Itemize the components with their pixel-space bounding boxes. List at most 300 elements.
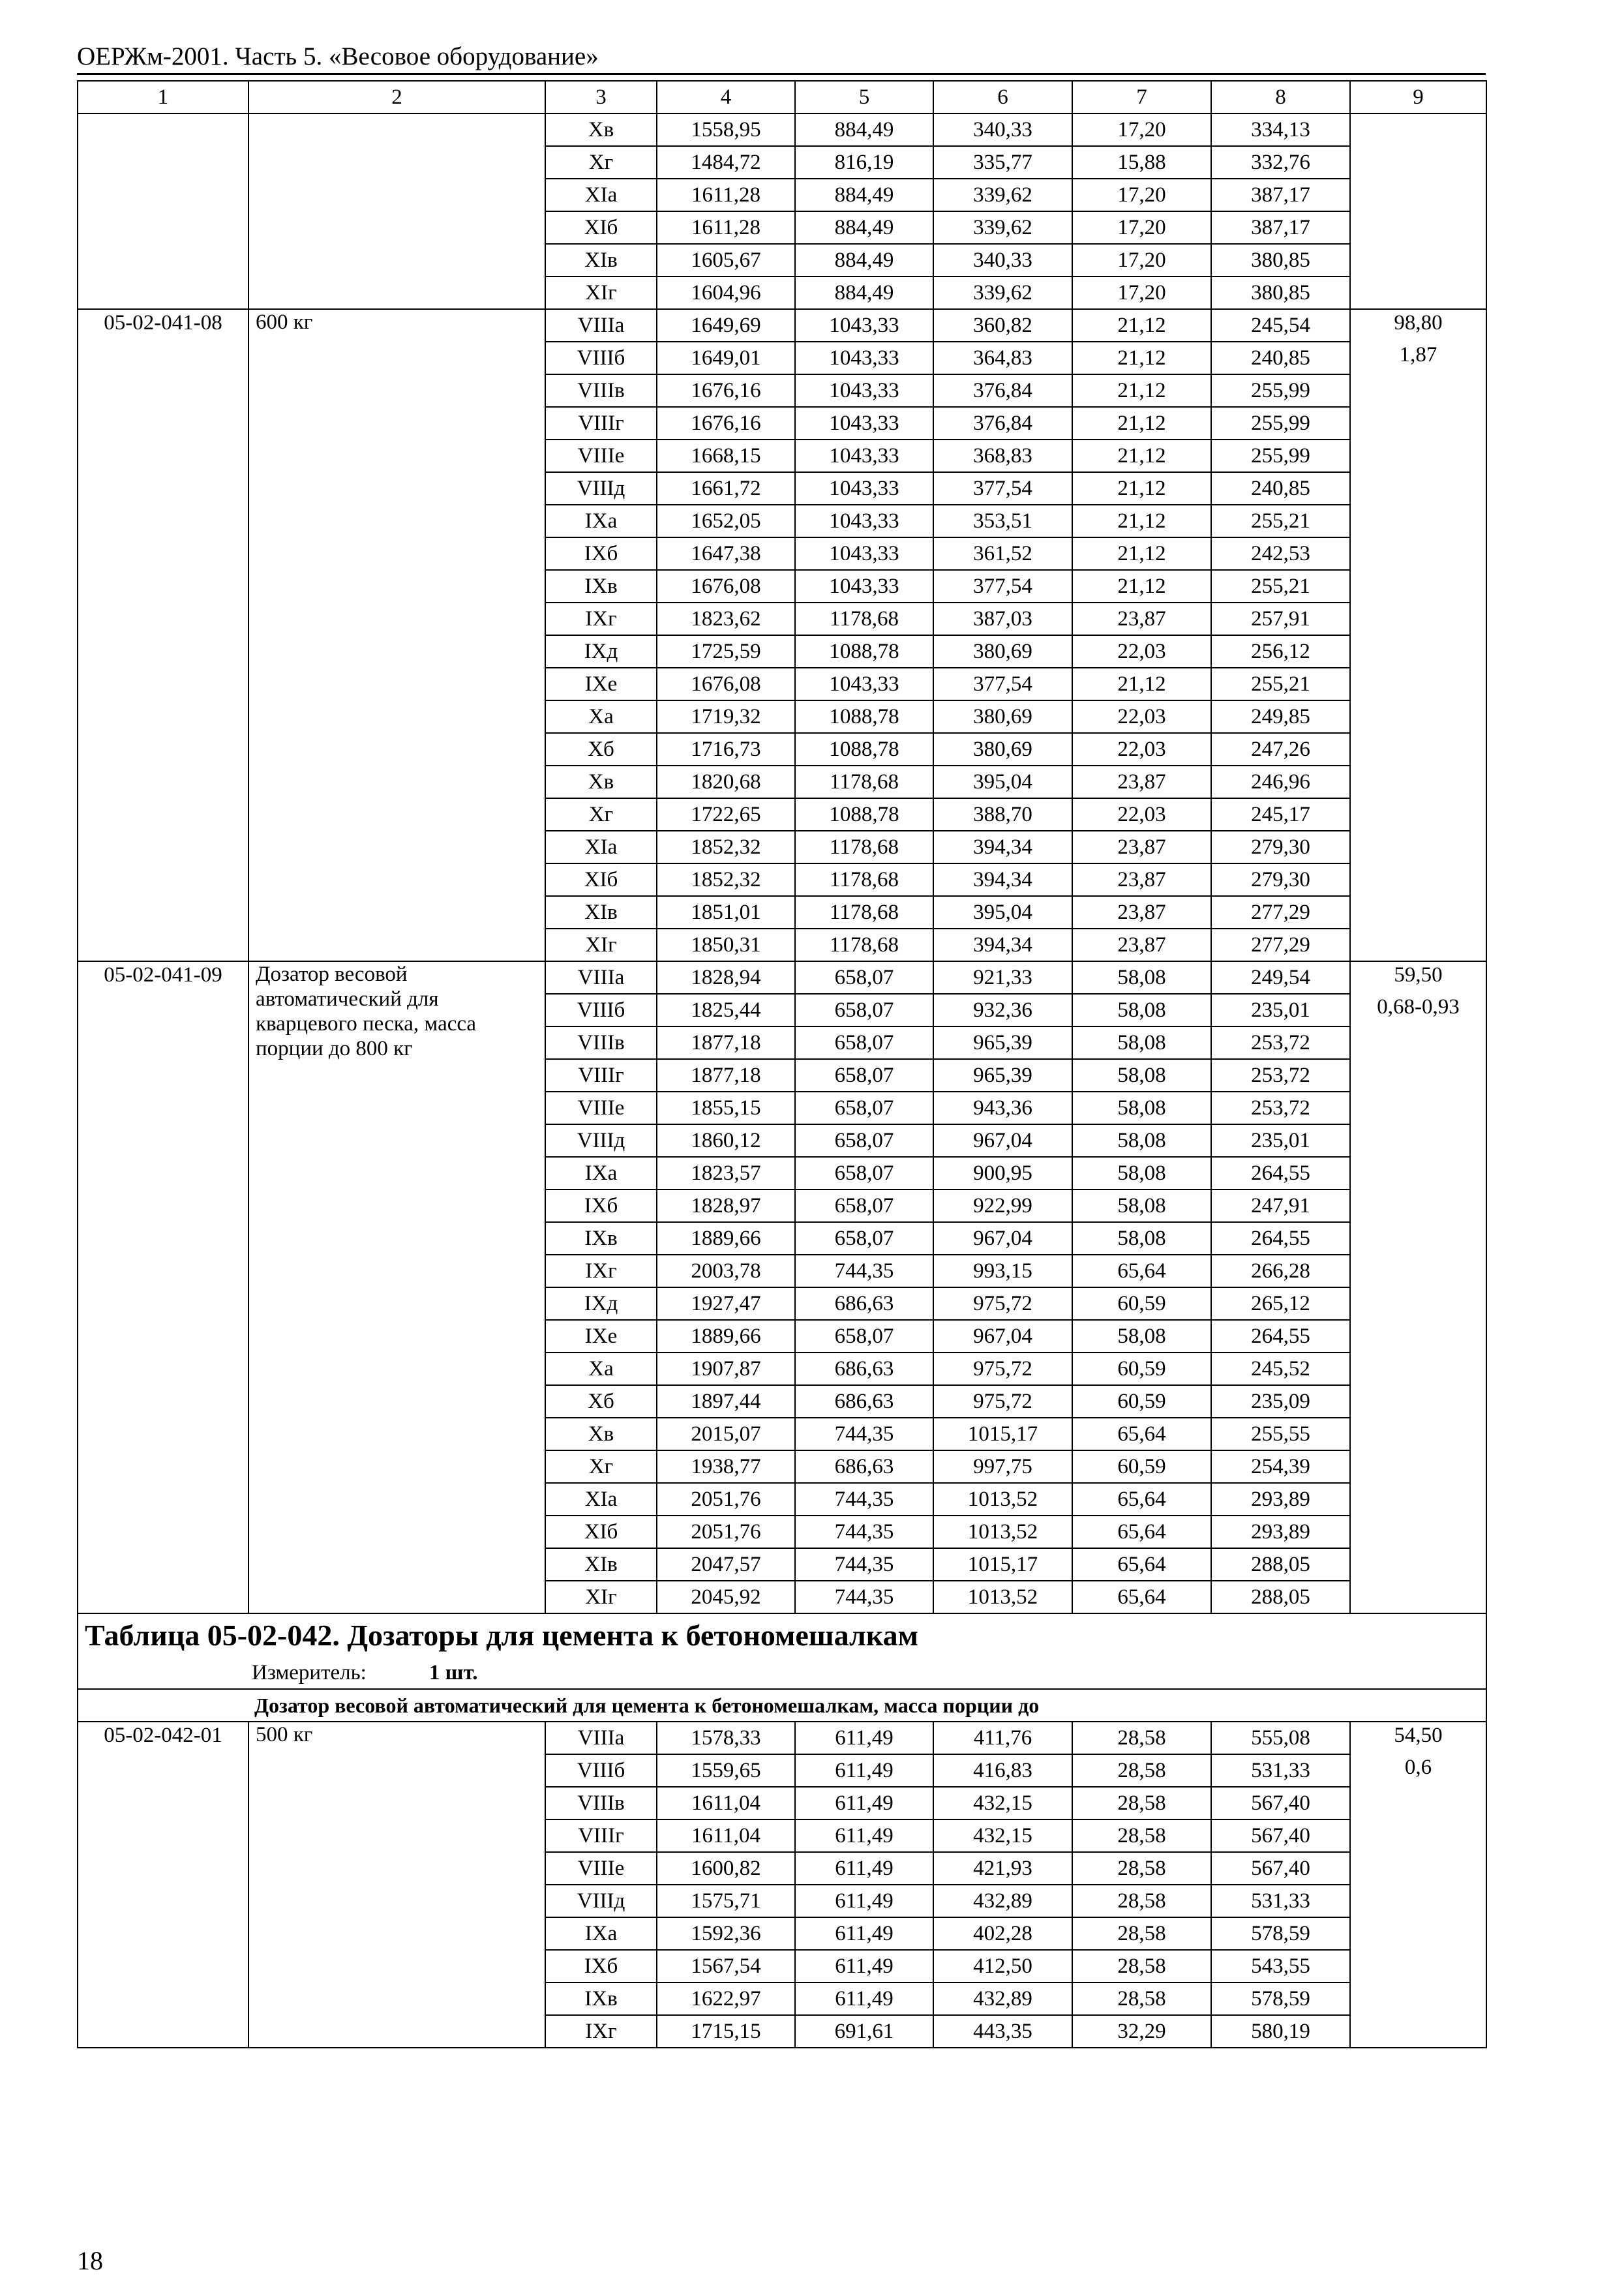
value-cell: 1725,59 — [657, 635, 795, 668]
value-cell: 58,08 — [1072, 1222, 1211, 1255]
value-cell: 394,34 — [933, 831, 1072, 863]
meter-row — [78, 1656, 1486, 1689]
value-cell: 21,12 — [1072, 472, 1211, 505]
zone-cell: VIIIб — [545, 342, 657, 374]
value-cell: 380,69 — [933, 700, 1072, 733]
extra-cell: 54,50 — [1350, 1722, 1486, 1754]
value-cell: 264,55 — [1211, 1222, 1350, 1255]
value-cell: 1559,65 — [657, 1754, 795, 1787]
value-cell: 884,49 — [795, 113, 933, 146]
extra-cell — [1350, 1516, 1486, 1548]
zone-cell: ХIв — [545, 896, 657, 929]
value-cell: 255,99 — [1211, 440, 1350, 472]
value-cell: 58,08 — [1072, 961, 1211, 994]
zone-cell: VIIIе — [545, 440, 657, 472]
extra-cell: 0,68-0,93 — [1350, 994, 1486, 1026]
zone-cell: IХа — [545, 505, 657, 537]
zone-cell: ХIб — [545, 1516, 657, 1548]
value-cell: 376,84 — [933, 374, 1072, 407]
value-cell: 965,39 — [933, 1026, 1072, 1059]
value-cell: 23,87 — [1072, 831, 1211, 863]
zone-cell: IХв — [545, 570, 657, 603]
extra-cell — [1350, 1157, 1486, 1189]
zone-cell: Хг — [545, 798, 657, 831]
value-cell: 611,49 — [795, 1787, 933, 1819]
table-body — [78, 81, 1486, 2048]
value-cell: 658,07 — [795, 1222, 933, 1255]
value-cell: 58,08 — [1072, 1059, 1211, 1092]
value-cell: 255,21 — [1211, 570, 1350, 603]
value-cell: 1178,68 — [795, 896, 933, 929]
value-cell: 1889,66 — [657, 1320, 795, 1353]
value-cell: 997,75 — [933, 1450, 1072, 1483]
value-cell: 967,04 — [933, 1222, 1072, 1255]
value-cell: 611,49 — [795, 1950, 933, 1982]
zone-cell: ХIа — [545, 831, 657, 863]
value-cell: 543,55 — [1211, 1950, 1350, 1982]
value-cell: 240,85 — [1211, 342, 1350, 374]
extra-cell — [1350, 146, 1486, 179]
value-cell: 1178,68 — [795, 863, 933, 896]
zone-cell: Хг — [545, 1450, 657, 1483]
zone-cell: VIIIг — [545, 1059, 657, 1092]
value-cell: 58,08 — [1072, 1092, 1211, 1124]
value-cell: 17,20 — [1072, 277, 1211, 309]
value-cell: 922,99 — [933, 1189, 1072, 1222]
zone-cell: ХIв — [545, 244, 657, 277]
value-cell: 432,15 — [933, 1819, 1072, 1852]
rate-name — [248, 113, 545, 309]
meter-cell — [78, 1656, 1486, 1689]
value-cell: 21,12 — [1072, 342, 1211, 374]
value-cell: 22,03 — [1072, 733, 1211, 766]
zone-cell: VIIIб — [545, 1754, 657, 1787]
value-cell: 1043,33 — [795, 440, 933, 472]
value-cell: 611,49 — [795, 1852, 933, 1885]
value-cell: 1484,72 — [657, 146, 795, 179]
value-cell: 265,12 — [1211, 1287, 1350, 1320]
value-cell: 1823,62 — [657, 603, 795, 635]
value-cell: 23,87 — [1072, 929, 1211, 961]
value-cell: 1578,33 — [657, 1722, 795, 1754]
value-cell: 380,69 — [933, 733, 1072, 766]
value-cell: 335,77 — [933, 146, 1072, 179]
value-cell: 58,08 — [1072, 1189, 1211, 1222]
zone-cell: ХIб — [545, 211, 657, 244]
zone-cell: VIIIа — [545, 961, 657, 994]
value-cell: 255,21 — [1211, 668, 1350, 700]
value-cell: 279,30 — [1211, 863, 1350, 896]
value-cell: 1013,52 — [933, 1581, 1072, 1613]
extra-cell — [1350, 1222, 1486, 1255]
extra-cell — [1350, 244, 1486, 277]
value-cell: 744,35 — [795, 1548, 933, 1581]
value-cell: 1907,87 — [657, 1353, 795, 1385]
value-cell: 21,12 — [1072, 374, 1211, 407]
value-cell: 340,33 — [933, 113, 1072, 146]
value-cell: 58,08 — [1072, 1157, 1211, 1189]
value-cell: 380,85 — [1211, 244, 1350, 277]
zone-cell: VIIIв — [545, 1787, 657, 1819]
extra-cell — [1350, 1189, 1486, 1222]
value-cell: 1043,33 — [795, 472, 933, 505]
value-cell: 412,50 — [933, 1950, 1072, 1982]
value-cell: 28,58 — [1072, 1885, 1211, 1917]
value-cell: 21,12 — [1072, 537, 1211, 570]
extra-cell — [1350, 1287, 1486, 1320]
zone-cell: ХIг — [545, 929, 657, 961]
extra-cell — [1350, 1852, 1486, 1885]
value-cell: 1043,33 — [795, 570, 933, 603]
value-cell: 744,35 — [795, 1483, 933, 1516]
zone-cell: Хб — [545, 733, 657, 766]
value-cell: 279,30 — [1211, 831, 1350, 863]
value-cell: 388,70 — [933, 798, 1072, 831]
column-number: 1 — [78, 81, 248, 113]
value-cell: 658,07 — [795, 1157, 933, 1189]
value-cell: 353,51 — [933, 505, 1072, 537]
value-cell: 1611,28 — [657, 211, 795, 244]
value-cell: 246,96 — [1211, 766, 1350, 798]
value-cell: 1592,36 — [657, 1917, 795, 1950]
extra-cell — [1350, 1059, 1486, 1092]
zone-cell: Хв — [545, 766, 657, 798]
value-cell: 1600,82 — [657, 1852, 795, 1885]
value-cell: 1889,66 — [657, 1222, 795, 1255]
value-cell: 253,72 — [1211, 1026, 1350, 1059]
zone-cell: VIIIе — [545, 1092, 657, 1124]
extra-cell — [1350, 113, 1486, 146]
column-number: 4 — [657, 81, 795, 113]
zone-cell: IХг — [545, 603, 657, 635]
value-cell: 255,99 — [1211, 374, 1350, 407]
value-cell: 28,58 — [1072, 1754, 1211, 1787]
extra-cell — [1350, 179, 1486, 211]
column-number: 3 — [545, 81, 657, 113]
value-cell: 1611,04 — [657, 1787, 795, 1819]
column-number: 9 — [1350, 81, 1486, 113]
value-cell: 255,21 — [1211, 505, 1350, 537]
value-cell: 23,87 — [1072, 766, 1211, 798]
value-cell: 364,83 — [933, 342, 1072, 374]
value-cell: 744,35 — [795, 1581, 933, 1613]
value-cell: 611,49 — [795, 1819, 933, 1852]
value-cell: 1015,17 — [933, 1548, 1072, 1581]
value-cell: 432,89 — [933, 1982, 1072, 2015]
column-number: 6 — [933, 81, 1072, 113]
extra-cell — [1350, 798, 1486, 831]
value-cell: 1611,28 — [657, 179, 795, 211]
value-cell: 1676,16 — [657, 374, 795, 407]
zone-cell: VIIIд — [545, 472, 657, 505]
value-cell: 402,28 — [933, 1917, 1072, 1950]
rate-code: 05-02-042-01 — [78, 1722, 248, 2048]
value-cell: 23,87 — [1072, 863, 1211, 896]
value-cell: 1825,44 — [657, 994, 795, 1026]
value-cell: 658,07 — [795, 1320, 933, 1353]
extra-cell: 1,87 — [1350, 342, 1486, 374]
value-cell: 264,55 — [1211, 1157, 1350, 1189]
extra-cell — [1350, 537, 1486, 570]
value-cell: 242,53 — [1211, 537, 1350, 570]
section-row — [78, 1689, 1486, 1722]
value-cell: 580,19 — [1211, 2015, 1350, 2048]
zone-cell: ХIг — [545, 1581, 657, 1613]
zone-cell: Хв — [545, 113, 657, 146]
value-cell: 60,59 — [1072, 1287, 1211, 1320]
value-cell: 1647,38 — [657, 537, 795, 570]
extra-cell — [1350, 277, 1486, 309]
value-cell: 1575,71 — [657, 1885, 795, 1917]
extra-cell — [1350, 1124, 1486, 1157]
extra-cell — [1350, 635, 1486, 668]
value-cell: 240,85 — [1211, 472, 1350, 505]
value-cell: 1649,69 — [657, 309, 795, 342]
rate-name: 500 кг — [248, 1722, 545, 2048]
value-cell: 60,59 — [1072, 1385, 1211, 1418]
value-cell: 1088,78 — [795, 733, 933, 766]
value-cell: 21,12 — [1072, 407, 1211, 440]
value-cell: 245,52 — [1211, 1353, 1350, 1385]
zone-cell: VIIIг — [545, 1819, 657, 1852]
value-cell: 1852,32 — [657, 831, 795, 863]
value-cell: 421,93 — [933, 1852, 1072, 1885]
zone-cell: VIIIб — [545, 994, 657, 1026]
value-cell: 377,54 — [933, 668, 1072, 700]
value-cell: 21,12 — [1072, 570, 1211, 603]
extra-cell — [1350, 1950, 1486, 1982]
value-cell: 247,91 — [1211, 1189, 1350, 1222]
extra-cell — [1350, 603, 1486, 635]
extra-cell — [1350, 1026, 1486, 1059]
extra-cell — [1350, 896, 1486, 929]
value-cell: 531,33 — [1211, 1885, 1350, 1917]
value-cell: 531,33 — [1211, 1754, 1350, 1787]
extra-cell — [1350, 1982, 1486, 2015]
value-cell: 432,15 — [933, 1787, 1072, 1819]
extra-cell: 59,50 — [1350, 961, 1486, 994]
value-cell: 567,40 — [1211, 1852, 1350, 1885]
value-cell: 432,89 — [933, 1885, 1072, 1917]
table-row — [78, 309, 1486, 342]
extra-cell — [1350, 1092, 1486, 1124]
value-cell: 411,76 — [933, 1722, 1072, 1754]
value-cell: 611,49 — [795, 1722, 933, 1754]
extra-cell — [1350, 1450, 1486, 1483]
extra-cell — [1350, 1581, 1486, 1613]
value-cell: 1043,33 — [795, 309, 933, 342]
extra-cell — [1350, 733, 1486, 766]
zone-cell: VIIIд — [545, 1885, 657, 1917]
zone-cell: IХв — [545, 1982, 657, 2015]
value-cell: 1722,65 — [657, 798, 795, 831]
value-cell: 1043,33 — [795, 342, 933, 374]
value-cell: 293,89 — [1211, 1516, 1350, 1548]
value-cell: 277,29 — [1211, 929, 1350, 961]
zone-cell: IХг — [545, 1255, 657, 1287]
extra-cell — [1350, 472, 1486, 505]
value-cell: 416,83 — [933, 1754, 1072, 1787]
value-cell: 1178,68 — [795, 603, 933, 635]
value-cell: 235,01 — [1211, 1124, 1350, 1157]
column-number: 2 — [248, 81, 545, 113]
value-cell: 555,08 — [1211, 1722, 1350, 1754]
value-cell: 334,13 — [1211, 113, 1350, 146]
value-cell: 686,63 — [795, 1385, 933, 1418]
value-cell: 658,07 — [795, 994, 933, 1026]
extra-cell — [1350, 407, 1486, 440]
value-cell: 744,35 — [795, 1418, 933, 1450]
value-cell: 377,54 — [933, 472, 1072, 505]
value-cell: 387,03 — [933, 603, 1072, 635]
section-title: Дозатор весовой автоматический для цемента к бетономешалкам, масса порции до — [78, 1689, 1486, 1722]
value-cell: 28,58 — [1072, 1917, 1211, 1950]
value-cell: 1719,32 — [657, 700, 795, 733]
table-row — [78, 113, 1486, 146]
table-row — [78, 961, 1486, 994]
zone-cell: Хв — [545, 1418, 657, 1450]
value-cell: 60,59 — [1072, 1353, 1211, 1385]
value-cell: 253,72 — [1211, 1092, 1350, 1124]
column-number: 8 — [1211, 81, 1350, 113]
value-cell: 686,63 — [795, 1353, 933, 1385]
value-cell: 23,87 — [1072, 896, 1211, 929]
value-cell: 1877,18 — [657, 1059, 795, 1092]
zone-cell: VIIIе — [545, 1852, 657, 1885]
rate-name: 600 кг — [248, 309, 545, 961]
extra-cell — [1350, 440, 1486, 472]
value-cell: 2045,92 — [657, 1581, 795, 1613]
value-cell: 1828,94 — [657, 961, 795, 994]
value-cell: 28,58 — [1072, 1787, 1211, 1819]
value-cell: 235,01 — [1211, 994, 1350, 1026]
value-cell: 744,35 — [795, 1516, 933, 1548]
extra-cell — [1350, 1483, 1486, 1516]
zone-cell: ХIа — [545, 1483, 657, 1516]
value-cell: 1605,67 — [657, 244, 795, 277]
zone-cell: ХIб — [545, 863, 657, 896]
value-cell: 22,03 — [1072, 635, 1211, 668]
value-cell: 58,08 — [1072, 1320, 1211, 1353]
value-cell: 975,72 — [933, 1353, 1072, 1385]
value-cell: 611,49 — [795, 1885, 933, 1917]
value-cell: 1877,18 — [657, 1026, 795, 1059]
value-cell: 1649,01 — [657, 342, 795, 374]
value-cell: 1178,68 — [795, 831, 933, 863]
value-cell: 1661,72 — [657, 472, 795, 505]
meter-label: Измеритель: — [252, 1660, 367, 1684]
value-cell: 443,35 — [933, 2015, 1072, 2048]
value-cell: 816,19 — [795, 146, 933, 179]
zone-cell: Хб — [545, 1385, 657, 1418]
meter-value: 1 шт. — [429, 1660, 478, 1684]
value-cell: 288,05 — [1211, 1581, 1350, 1613]
rate-code: 05-02-041-08 — [78, 309, 248, 961]
value-cell: 1178,68 — [795, 929, 933, 961]
extra-cell — [1350, 1787, 1486, 1819]
value-cell: 1668,15 — [657, 440, 795, 472]
value-cell: 1823,57 — [657, 1157, 795, 1189]
column-number-row — [78, 81, 1486, 113]
extra-cell — [1350, 1885, 1486, 1917]
extra-cell — [1350, 374, 1486, 407]
value-cell: 2015,07 — [657, 1418, 795, 1450]
extra-cell — [1350, 570, 1486, 603]
value-cell: 658,07 — [795, 1124, 933, 1157]
zone-cell: Ха — [545, 700, 657, 733]
value-cell: 387,17 — [1211, 211, 1350, 244]
value-cell: 394,34 — [933, 929, 1072, 961]
value-cell: 1715,15 — [657, 2015, 795, 2048]
value-cell: 249,85 — [1211, 700, 1350, 733]
zone-cell: VIIIв — [545, 374, 657, 407]
zone-cell: VIIIг — [545, 407, 657, 440]
value-cell: 1088,78 — [795, 700, 933, 733]
value-cell: 340,33 — [933, 244, 1072, 277]
value-cell: 1043,33 — [795, 505, 933, 537]
value-cell: 1828,97 — [657, 1189, 795, 1222]
value-cell: 255,55 — [1211, 1418, 1350, 1450]
extra-cell — [1350, 505, 1486, 537]
extra-cell — [1350, 863, 1486, 896]
value-cell: 257,91 — [1211, 603, 1350, 635]
zone-cell: Хг — [545, 146, 657, 179]
rate-code: 05-02-041-09 — [78, 961, 248, 1613]
value-cell: 1820,68 — [657, 766, 795, 798]
value-cell: 965,39 — [933, 1059, 1072, 1092]
value-cell: 2051,76 — [657, 1516, 795, 1548]
extra-cell: 98,80 — [1350, 309, 1486, 342]
value-cell: 255,99 — [1211, 407, 1350, 440]
value-cell: 339,62 — [933, 277, 1072, 309]
value-cell: 611,49 — [795, 1982, 933, 2015]
value-cell: 1013,52 — [933, 1483, 1072, 1516]
extra-cell — [1350, 1917, 1486, 1950]
value-cell: 58,08 — [1072, 1124, 1211, 1157]
value-cell: 967,04 — [933, 1320, 1072, 1353]
value-cell: 686,63 — [795, 1287, 933, 1320]
zone-cell: Ха — [545, 1353, 657, 1385]
value-cell: 387,17 — [1211, 179, 1350, 211]
value-cell: 380,85 — [1211, 277, 1350, 309]
value-cell: 1015,17 — [933, 1418, 1072, 1450]
zone-cell: VIIIд — [545, 1124, 657, 1157]
value-cell: 884,49 — [795, 244, 933, 277]
value-cell: 967,04 — [933, 1124, 1072, 1157]
page-header: ОЕРЖм-2001. Часть 5. «Весовое оборудование» — [77, 42, 599, 70]
value-cell: 658,07 — [795, 1092, 933, 1124]
value-cell: 22,03 — [1072, 798, 1211, 831]
value-cell: 1604,96 — [657, 277, 795, 309]
value-cell: 266,28 — [1211, 1255, 1350, 1287]
value-cell: 884,49 — [795, 277, 933, 309]
value-cell: 1178,68 — [795, 766, 933, 798]
value-cell: 249,54 — [1211, 961, 1350, 994]
value-cell: 395,04 — [933, 896, 1072, 929]
extra-cell — [1350, 831, 1486, 863]
zone-cell: IХб — [545, 1189, 657, 1222]
extra-cell — [1350, 668, 1486, 700]
header-rule — [77, 73, 1486, 75]
table-title: Таблица 05-02-042. Дозаторы для цемента к бетономешалкам — [78, 1613, 1486, 1656]
value-cell: 22,03 — [1072, 700, 1211, 733]
value-cell: 21,12 — [1072, 309, 1211, 342]
value-cell: 578,59 — [1211, 1917, 1350, 1950]
value-cell: 361,52 — [933, 537, 1072, 570]
value-cell: 1043,33 — [795, 407, 933, 440]
value-cell: 368,83 — [933, 440, 1072, 472]
zone-cell: IХд — [545, 635, 657, 668]
